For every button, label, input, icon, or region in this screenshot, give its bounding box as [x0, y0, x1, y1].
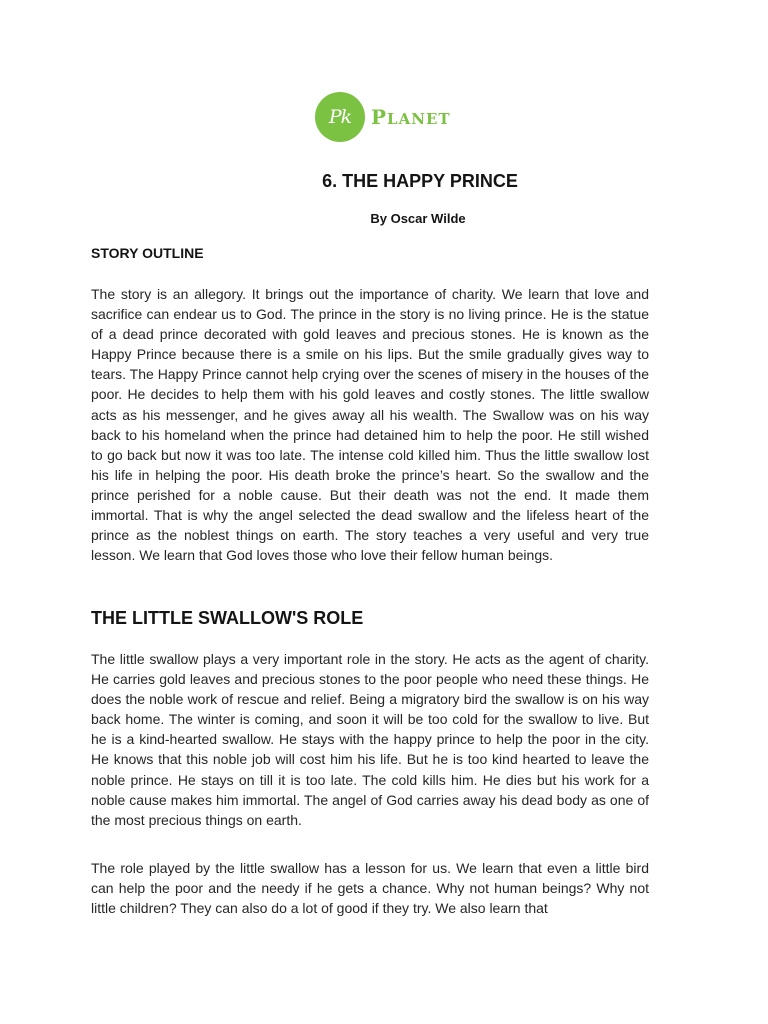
logo-monogram-circle	[315, 92, 365, 142]
document-title: 6. THE HAPPY PRINCE	[322, 171, 518, 191]
logo-wordmark	[371, 107, 451, 127]
swallow-role-paragraph-2: The role played by the little swallow has a lesson for us. We learn that even a little bird can help the poor and the needy if he gets a chance. Why not human beings? Why not little children? They can also do a lot of good if they try. We also learn that	[91, 860, 649, 917]
logo-monogram-text: Pk	[328, 106, 352, 128]
story-outline-paragraph: The story is an allegory. It brings out the importance of charity. We learn that love and sacrifice can endear us to God. The prince in the story is no living prince. He is the statue of a dead prince decorated with gold leaves and precious stones. He is known as the Happy Prince because there is a smile on his lips. But the smile gradually gives way to tears. The Happy Prince cannot help crying over the scenes of misery in the houses of the poor. He decides to help them with his gold leaves and costly stones. The little swallow acts as his messenger, and he gives away all his wealth. The Swallow was on his way back to his homeland when the prince had detained him to help the poor. He still wished to go back but now it was too late. The intense cold killed him. Thus the little swallow lost his life in helping the poor. His death broke the prince’s heart. So the swallow and the prince perished for a noble cause. But their death was not the end. It made them immortal. That is why the angel selected the dead swallow and the lifeless heart of the prince as the noblest things on earth. The story teaches a very useful and very true lesson. We learn that God loves those who love their fellow human beings.	[91, 286, 649, 564]
logo-wordmark-initial: P	[371, 105, 388, 129]
planet-logo	[315, 92, 451, 142]
logo-wordmark-rest: LANET	[387, 110, 451, 128]
document-byline: By Oscar Wilde	[370, 211, 466, 226]
story-outline-heading: STORY OUTLINE	[91, 245, 204, 261]
swallow-role-paragraph-1: The little swallow plays a very important role in the story. He acts as the agent of charity. He carries gold leaves and precious stones to the poor people who need these things. He does the noble work of rescue and relief. Being a migratory bird the swallow is on his way back home. The winter is coming, and soon it will be too cold for the swallow to live. But he is a kind-hearted swallow. He stays with the happy prince to help the poor in the city. He knows that this noble job will cost him his life. But he is too kind hearted to leave the noble prince. He stays on till it is too late. The cold kills him. He dies but his work for a noble cause makes him immortal. The angel of God carries away his dead body as one of the most precious things on earth.	[91, 651, 649, 828]
swallow-role-heading: THE LITTLE SWALLOW'S ROLE	[91, 608, 364, 628]
